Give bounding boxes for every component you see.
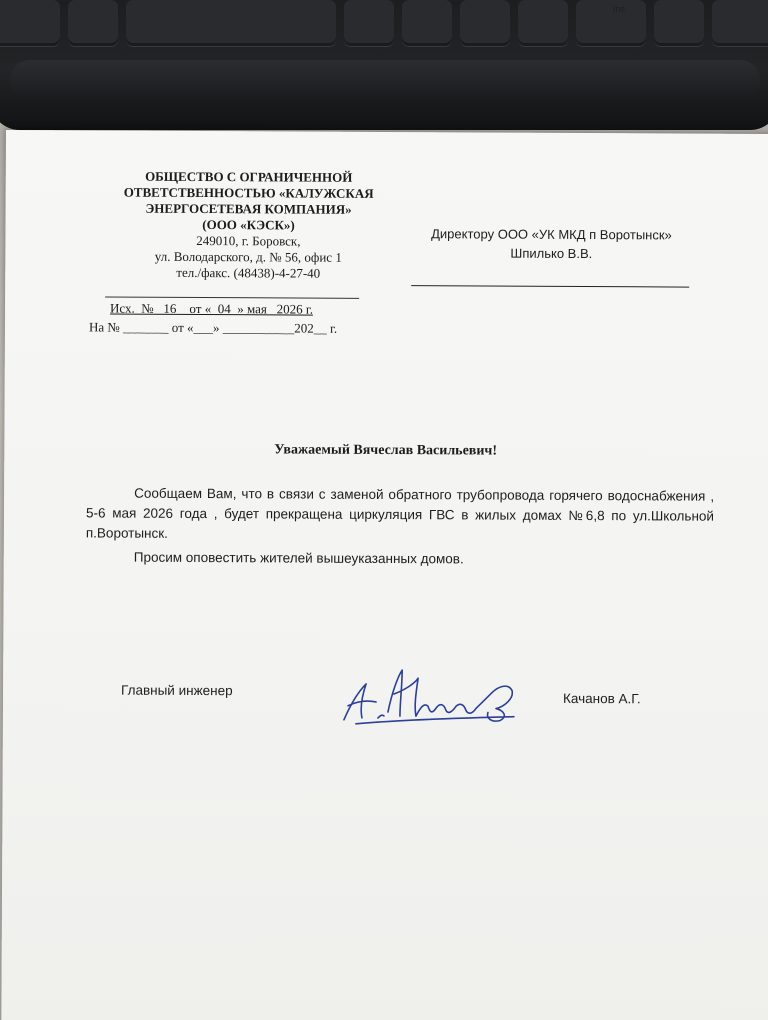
- keyboard-key: [344, 0, 394, 46]
- keyboard-spacebar: [126, 0, 336, 46]
- keyboard-key: [68, 0, 118, 46]
- keyboard-key-ins: [576, 0, 646, 46]
- keyboard-key: [460, 0, 510, 46]
- addressee-position: Директору ООО «УК МКД п Воротынск»: [431, 226, 672, 243]
- signatory-title: Главный инженер: [121, 682, 233, 699]
- incoming-reference: На № _______ от «___» ___________202__ г.: [88, 319, 338, 336]
- letter-body: [86, 483, 714, 570]
- handwritten-signature: [336, 662, 521, 733]
- org-name-line: ЭНЕРГОСЕТЕВАЯ КОМПАНИЯ»: [145, 200, 352, 217]
- org-name-line: ОБЩЕСТВО С ОГРАНИЧЕННОЙ: [145, 168, 353, 185]
- sender-phone: тел./факс. (48438)-4-27-40: [176, 264, 321, 281]
- sender-street: ул. Володарского, д. № 56, офис 1: [154, 248, 342, 265]
- letterhead-divider: [105, 297, 359, 299]
- keyboard-edge: [10, 60, 760, 100]
- org-short-name: (ООО «КЭСК»): [202, 217, 295, 233]
- ins-key-label: Ins: [613, 4, 626, 14]
- keyboard-key: [654, 0, 704, 46]
- keyboard: [0, 0, 768, 130]
- keyboard-key: [518, 0, 568, 46]
- org-name-line: ОТВЕТСТВЕННОСТЬЮ «КАЛУЖСКАЯ: [123, 184, 374, 201]
- salutation: Уважаемый Вячеслав Васильевич!: [274, 442, 498, 459]
- outgoing-reference: Исх. № 16 от « 04 » мая 2026 г.: [110, 300, 314, 317]
- addressee-name: Шпилько В.В.: [510, 245, 593, 262]
- sender-letterhead: [85, 168, 412, 282]
- signatory-name: Качанов А.Г.: [562, 690, 641, 707]
- keyboard-key: [0, 0, 60, 46]
- addressee-underline: [411, 285, 689, 287]
- keyboard-key: [712, 0, 768, 46]
- keyboard-key: [402, 0, 452, 46]
- addressee-block: [411, 224, 691, 263]
- body-paragraph: Просим оповестить жителей вышеуказанных домов.: [133, 549, 464, 567]
- letter-paper: [1, 130, 768, 1020]
- sender-postal: 249010, г. Боровск,: [196, 232, 301, 249]
- body-paragraph: Сообщаем Вам, что в связи с заменой обратного трубопровода горячего водоснабжения , 5-6 мая 2026 года , будет прекращена циркуляция ГВС в жилых домах №6,8 по ул.Школьной п.Воротынск.: [85, 485, 715, 541]
